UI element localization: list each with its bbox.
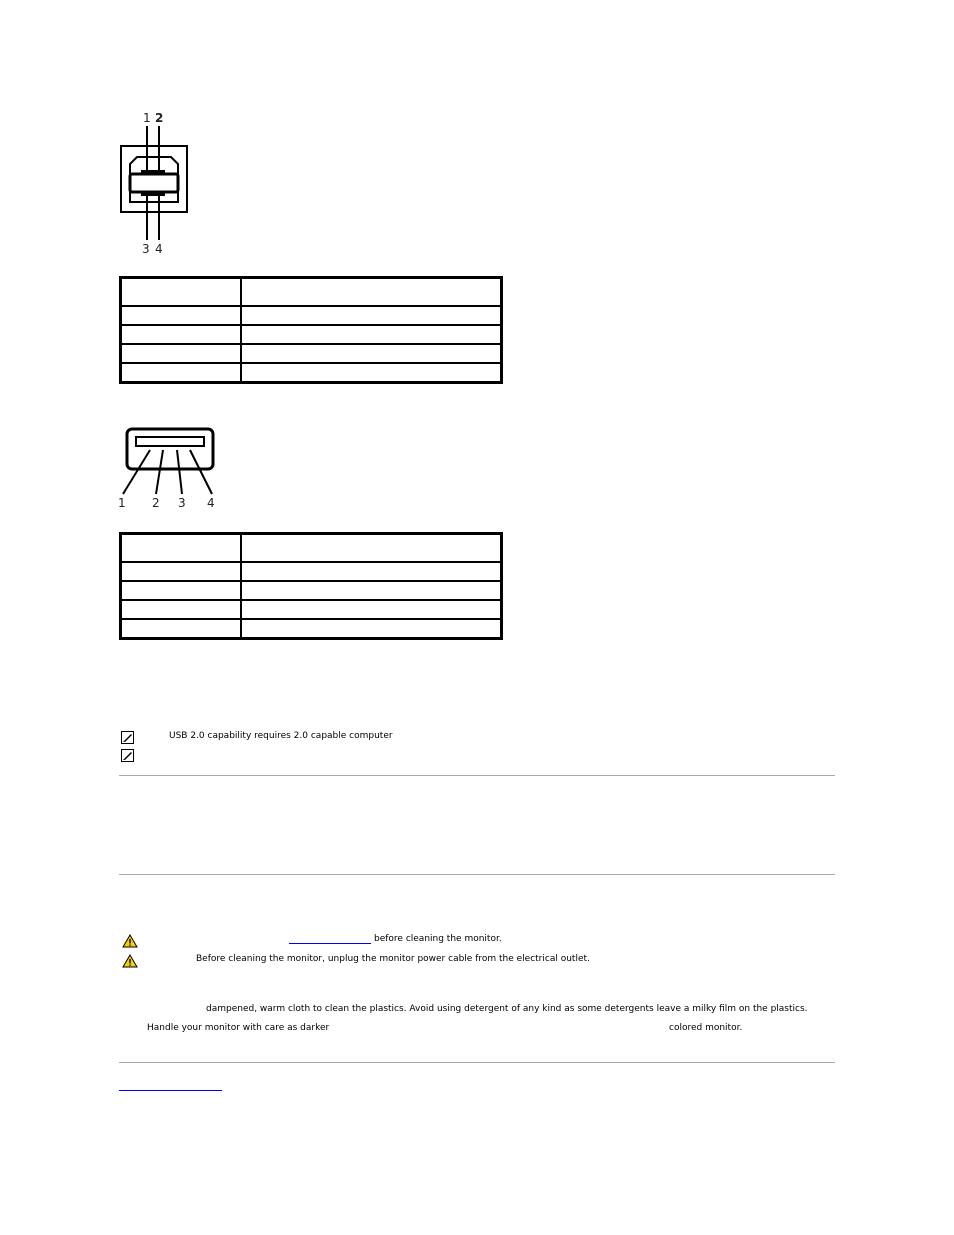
table-row [121,581,501,600]
table-row [121,600,501,619]
pin-4-label: 4 [155,242,163,256]
usb-a-pin-1-label: 1 [118,496,126,510]
table-header-row [121,278,501,306]
usb-a-connector-diagram [114,424,220,512]
table-row [121,619,501,638]
back-to-contents-link[interactable] [119,1090,222,1091]
table-row [121,363,501,382]
note-icon [121,729,134,748]
note-icon [121,747,134,766]
table-header-row [121,534,501,562]
table-row [121,325,501,344]
section-divider [119,874,835,875]
usb-a-pin-4-label: 4 [207,496,215,510]
usb-a-pin-3-label: 3 [178,496,186,510]
table-row [121,306,501,325]
cleaning-para-1: dampened, warm cloth to clean the plastics. Avoid using detergent of any kind as some detergents leave a milky film on the plastics. [206,1004,808,1014]
pin-3-label: 3 [142,242,150,256]
section-divider [119,1062,835,1063]
section-divider [119,775,835,776]
usb-downstream-pin-table [119,532,503,640]
table-row [121,562,501,581]
safety-instructions-link[interactable] [289,943,371,944]
usb-a-pin-2-label: 2 [152,496,160,510]
usb-upstream-pin-table [119,276,503,384]
usb-b-connector-diagram [112,108,202,256]
pin-2-label: 2 [155,111,164,125]
cleaning-para-2-start: Handle your monitor with care as darker [147,1023,330,1033]
caution-icon [122,933,138,952]
note-usb-2-0: USB 2.0 capability requires 2.0 capable computer [169,731,393,741]
table-row [121,344,501,363]
pin-1-label: 1 [143,111,151,125]
cleaning-para-2-end: colored monitor. [669,1023,743,1033]
caution-icon [122,953,138,972]
caution-2-text: Before cleaning the monitor, unplug the monitor power cable from the electrical outlet. [196,954,590,964]
caution-1-text: before cleaning the monitor. [374,934,502,944]
